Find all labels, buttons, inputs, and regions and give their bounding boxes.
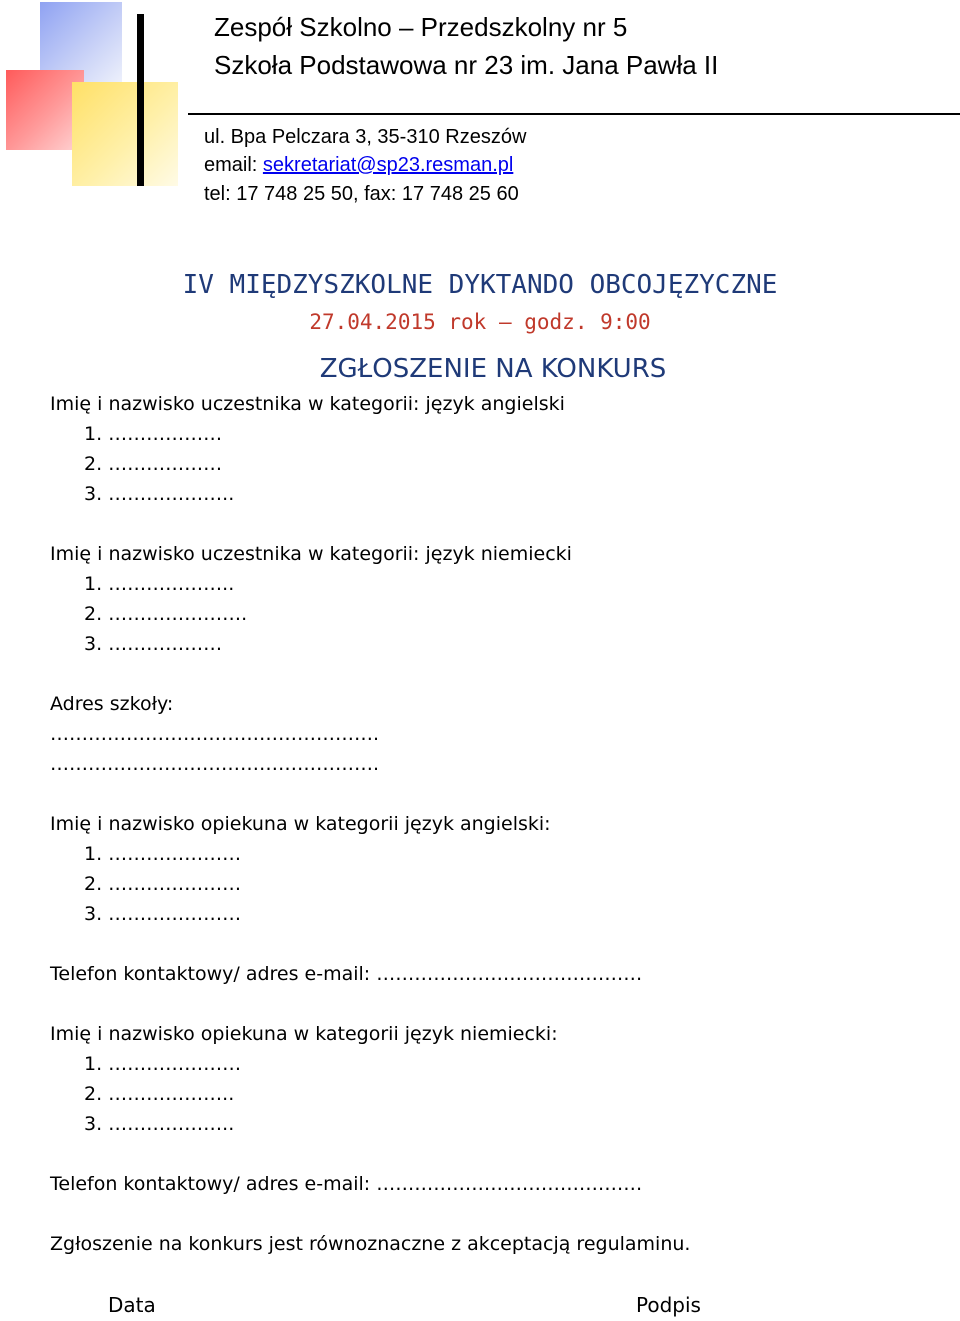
header-vertical-bar bbox=[137, 14, 144, 186]
english-participant-field[interactable]: 3. ……………….. bbox=[84, 483, 235, 505]
english-participants-label: Imię i nazwisko uczestnika w kategorii: język angielski bbox=[50, 393, 565, 415]
english-guardian-label: Imię i nazwisko opiekuna w kategorii język angielski: bbox=[50, 813, 551, 835]
school-name-line1: Zespół Szkolno – Przedszkolny nr 5 bbox=[214, 12, 628, 42]
german-guardian-label: Imię i nazwisko opiekuna w kategorii język niemiecki: bbox=[50, 1023, 558, 1045]
event-date: 27.04.2015 rok – godz. 9:00 bbox=[309, 310, 651, 334]
german-participant-field[interactable]: 3. ……………… bbox=[84, 633, 223, 655]
english-contact-field[interactable]: Telefon kontaktowy/ adres e-mail: …………………………………… bbox=[50, 963, 643, 985]
english-guardian-field[interactable]: 2. ………………… bbox=[84, 873, 242, 895]
german-contact-field[interactable]: Telefon kontaktowy/ adres e-mail: …………………………………… bbox=[50, 1173, 643, 1195]
header-divider bbox=[188, 113, 960, 115]
email-link[interactable]: sekretariat@sp23.resman.pl bbox=[262, 154, 514, 176]
event-title: IV MIĘDZYSZKOLNE DYKTANDO OBCOJĘZYCZNE bbox=[182, 270, 778, 300]
english-guardian-field[interactable]: 1. ………………… bbox=[84, 843, 242, 865]
acceptance-note: Zgłoszenie na konkurs jest równoznaczne z akceptacją regulaminu. bbox=[50, 1233, 691, 1255]
german-guardian-field[interactable]: 2. ……………….. bbox=[84, 1083, 235, 1105]
signature-label: Podpis bbox=[636, 1293, 701, 1317]
german-guardian-field[interactable]: 3. ……………….. bbox=[84, 1113, 235, 1135]
english-participant-field[interactable]: 1. ……………… bbox=[84, 423, 223, 445]
form-title: ZGŁOSZENIE NA KONKURS bbox=[319, 354, 667, 384]
school-address-label: Adres szkoły: bbox=[50, 693, 174, 715]
school-address-field[interactable]: ……………………………………………. bbox=[50, 723, 380, 745]
logo-yellow-square bbox=[72, 82, 178, 186]
school-phone: tel: 17 748 25 50, fax: 17 748 25 60 bbox=[204, 183, 519, 205]
school-address: ul. Bpa Pelczara 3, 35-310 Rzeszów bbox=[204, 126, 527, 148]
german-participant-field[interactable]: 1. ……………….. bbox=[84, 573, 235, 595]
school-name-line2: Szkoła Podstawowa nr 23 im. Jana Pawła II bbox=[214, 50, 719, 80]
german-guardian-field[interactable]: 1. ………………… bbox=[84, 1053, 242, 1075]
english-participant-field[interactable]: 2. ……………… bbox=[84, 453, 223, 475]
school-address-field[interactable]: ……………………………………………. bbox=[50, 753, 380, 775]
school-email bbox=[204, 154, 513, 177]
german-participant-field[interactable]: 2. …………………. bbox=[84, 603, 248, 625]
date-label: Data bbox=[108, 1293, 156, 1317]
english-guardian-field[interactable]: 3. ………………… bbox=[84, 903, 242, 925]
email-label: email: bbox=[204, 154, 263, 176]
german-participants-label: Imię i nazwisko uczestnika w kategorii: język niemiecki bbox=[50, 543, 572, 565]
